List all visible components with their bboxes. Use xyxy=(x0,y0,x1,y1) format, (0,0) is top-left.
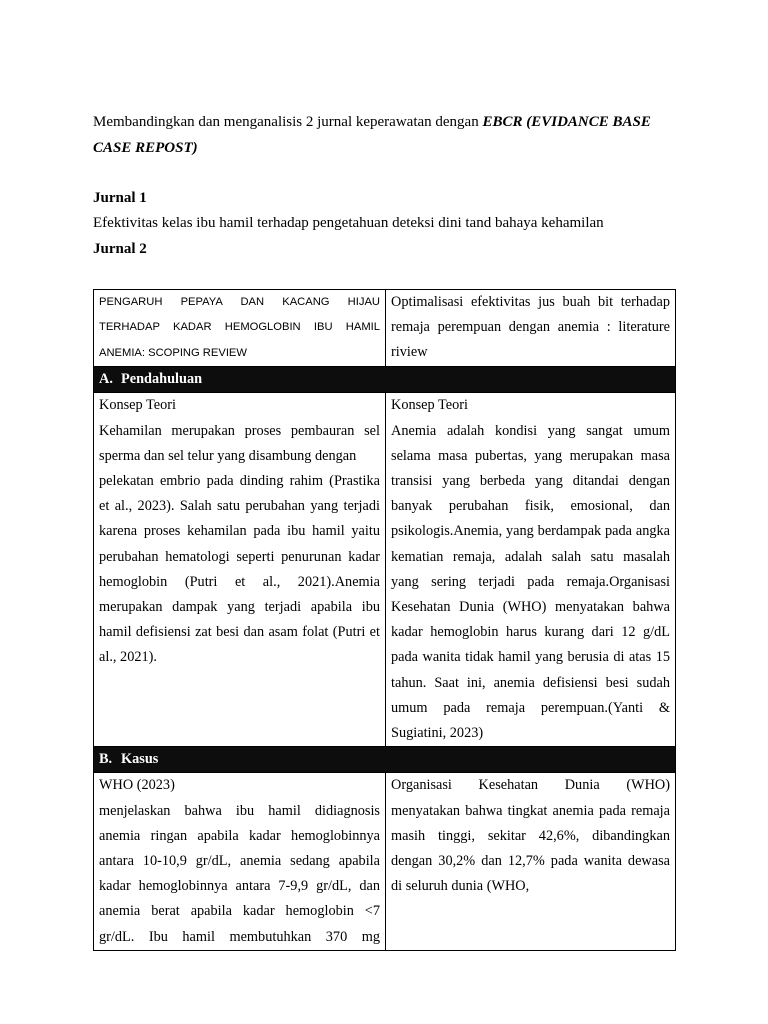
section-a-title: Pendahuluan xyxy=(121,371,203,388)
jurnal1-title: Efektivitas kelas ibu hamil terhadap pengetahuan deteksi dini tand bahaya kehamilan xyxy=(93,215,604,231)
section-b-letter: B. xyxy=(99,751,113,768)
section-b-left-subtitle: WHO (2023) xyxy=(99,777,175,794)
intro-paragraph xyxy=(93,109,675,161)
section-a-letter: A. xyxy=(99,371,113,388)
section-a-left-subtitle: Konsep Teori xyxy=(99,397,176,414)
jurnal2-label: Jurnal 2 xyxy=(93,241,147,257)
jurnal-left-title: PENGARUH PEPAYA DAN KACANG HIJAU TERHADAP KADAR HEMOGLOBIN IBU HAMIL ANEMIA: SCOPING REVIEW xyxy=(99,296,380,359)
section-b-row xyxy=(94,773,676,950)
section-a-right-p1: Anemia adalah kondisi yang sangat umum selama masa pubertas, yang merupakan masa transisi yang berbeda yang ditandai dengan banyak perubahan fisik, emosional, dan psikologis.Anemia, yang berdampak pada angka kematian remaja, adalah salah satu masalah yang sering terjadi pada remaja.Organisasi Kesehatan Dunia (WHO) menyatakan bahwa kadar hemoglobin harus kurang dari 12 g/dL pada wanita tidak hamil yang berusia di atas 15 tahun. Saat ini, anemia defisiensi besi sudah umum pada remaja perempuan.(Yanti & Sugiatini, 2023) xyxy=(391,422,670,742)
section-b-left-p1: menjelaskan bahwa ibu hamil didiagnosis anemia ringan apabila kadar hemoglobinnya antara 10-10,9 gr/dL, anemia sedang apabila kadar hemoglobinnya antara 7-9,9 gr/dL, dan anemia berat apabila kadar hemoglobin <7 gr/dL. Ibu hamil membutuhkan 370 mg xyxy=(99,802,380,945)
section-a-left-p2: pelekatan embrio pada dinding rahim (Prastika et al., 2023). Salah satu perubahan yang terjadi karena proses kehamilan pada ibu hamil yaitu perubahan hematologi seperti penurunan kadar hemoglobin (Putri et al., 2021).Anemia merupakan dampak yang terjadi apabila ibu hamil defisiensi zat besi dan asam folat (Putri et al., 2021). xyxy=(99,473,380,666)
section-a-left-p1: Kehamilan merupakan proses pembauran sel sperma dan sel telur yang disambung dengan xyxy=(99,422,380,464)
jurnal-right-title: Optimalisasi efektivitas jus buah bit terhadap remaja perempuan dengan anemia : literature riview xyxy=(391,294,670,361)
section-b-right-cell xyxy=(386,773,676,950)
section-a-right-subtitle: Konsep Teori xyxy=(391,397,468,414)
section-a-row xyxy=(94,393,676,747)
section-a-left-cell xyxy=(94,393,386,747)
section-b-left-cell xyxy=(94,773,386,950)
section-b-header xyxy=(94,747,676,773)
section-b-title: Kasus xyxy=(121,751,159,768)
intro-text: Membandingkan dan menganalisis 2 jurnal keperawatan dengan xyxy=(93,114,483,130)
table-header-row xyxy=(94,290,676,367)
header-cell-left xyxy=(94,290,386,367)
header-cell-right xyxy=(386,290,676,367)
intro-emphasis: EBCR (EVIDANCE BASE CASE REPOST) xyxy=(93,114,651,156)
section-a-right-cell xyxy=(386,393,676,747)
jurnal1-label: Jurnal 1 xyxy=(93,190,147,206)
comparison-table xyxy=(93,289,676,951)
section-a-header xyxy=(94,367,676,393)
section-b-right-p1: Organisasi Kesehatan Dunia (WHO) menyatakan bahwa tingkat anemia pada remaja masih tinggi, sekitar 42,6%, dibandingkan dengan 30,2% dan 12,7% pada wanita dewasa di seluruh dunia (WHO, xyxy=(391,777,670,895)
